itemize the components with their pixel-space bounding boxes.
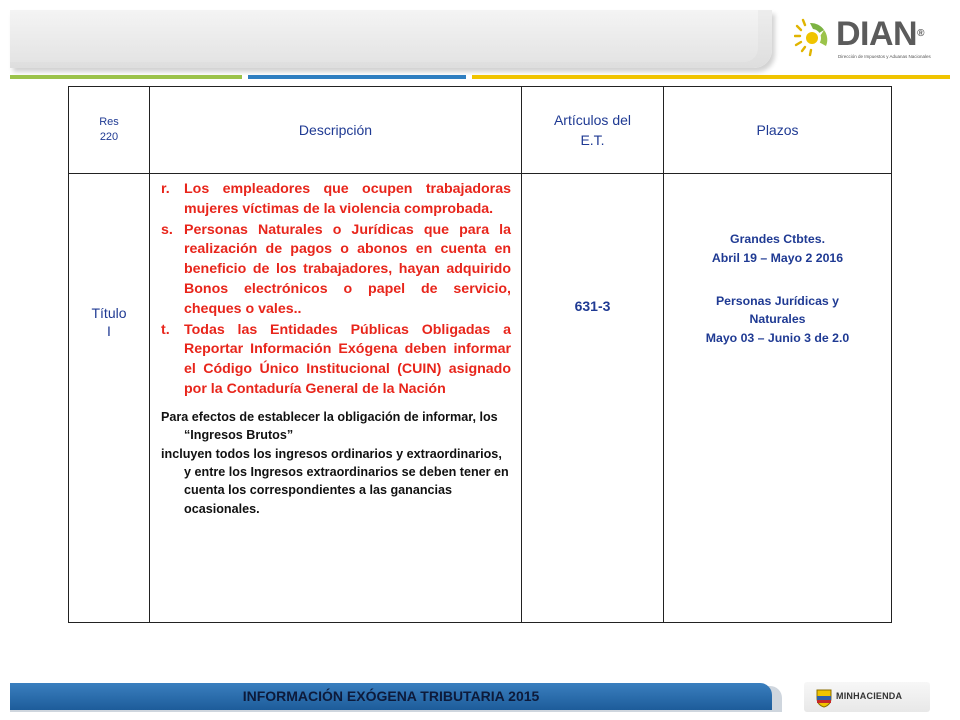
stripe-blue — [248, 75, 466, 79]
header-plazos: Plazos — [664, 87, 892, 174]
minhacienda-logo — [804, 680, 934, 716]
footer-title-bar — [10, 683, 772, 710]
note-ingresos-extraordinarios: incluyen todos los ingresos ordinarios y extraordinarios, y entre los Ingresos extraordinarios se deben tener en cuenta los correspondientes a las ganancias ocasionales. — [161, 446, 509, 516]
header-res: Res 220 — [69, 87, 150, 174]
plazo-personas-dates: Mayo 03 – Junio 3 de 2.0 — [705, 331, 850, 346]
list-item: s. Personas Naturales o Jurídicas que para la realización de pagos o abonos en cuenta en beneficio de los trabajadores, hayan adquirido Bonos electrónicos o papel de servicio, cheques o vales.. — [161, 221, 511, 317]
plazo-gap — [665, 268, 890, 292]
cell-descripcion — [150, 174, 522, 623]
header-banner-inner — [10, 10, 758, 62]
plazo-personas-title: Personas Jurídicas y — [715, 293, 840, 308]
obligations-table — [68, 86, 892, 623]
list-item: r. Los empleadores que ocupen trabajadoras mujeres víctimas de la violencia comprobada. — [161, 181, 511, 217]
dian-logo — [794, 12, 944, 68]
minhacienda-text: MINHACIENDA — [836, 691, 903, 701]
stripe-yellow — [472, 75, 950, 79]
color-stripes — [10, 75, 950, 79]
plazo-personas-title-b: Naturales — [749, 312, 806, 327]
footer-title: INFORMACIÓN EXÓGENA TRIBUTARIA 2015 — [242, 688, 540, 704]
list-item: t. Todas las Entidades Públicas Obligadas a Reportar Información Exógena deben informar el Código Único Institucional (CUIN) asignado por la Contaduría General de la Nación — [161, 321, 511, 397]
cell-articulo: 631-3 — [522, 174, 664, 623]
header-articulos: Artículos del E.T. — [522, 87, 664, 174]
header-descripcion: Descripción — [150, 87, 522, 174]
header-banner — [10, 10, 772, 68]
cell-titulo: Título I — [69, 174, 150, 623]
dian-logo-text: DIAN® — [836, 15, 924, 53]
plazo-grandes-dates: Abril 19 – Mayo 2 2016 — [711, 250, 844, 265]
dian-logo-subtitle: Dirección de Impuestos y Aduanas Nacionales — [838, 54, 931, 59]
stripe-green — [10, 75, 242, 79]
table-row — [69, 174, 892, 623]
plazo-grandes-title: Grandes Ctbtes. — [730, 232, 825, 246]
cell-plazos — [664, 174, 892, 623]
coat-of-arms-icon — [814, 687, 834, 709]
note-ingresos-brutos: Para efectos de establecer la obligación de informar, los “Ingresos Brutos” — [161, 409, 498, 443]
dian-sun-icon — [794, 12, 838, 68]
table-header-row — [69, 87, 892, 174]
obligation-list — [161, 180, 511, 400]
